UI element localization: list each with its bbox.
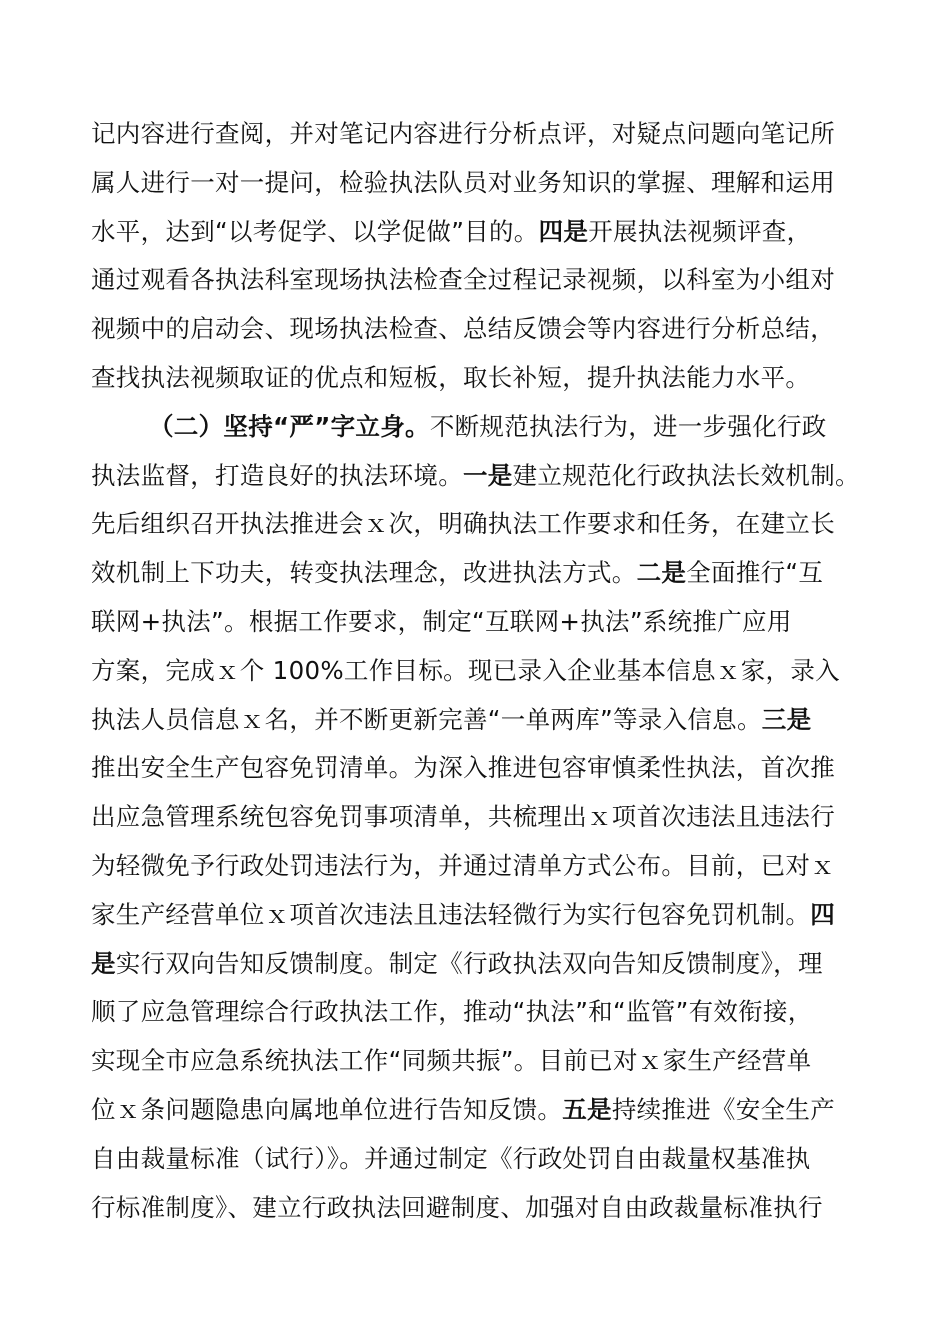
text-segment: 建立规范化行政执法长效机制。 <box>512 460 860 490</box>
text-segment: 效机制上下功夫，转变执法理念，改进执法方式。 <box>91 558 637 588</box>
bold-text-segment: 四 <box>810 899 836 929</box>
text-segment: 方案，完成ｘ个 100%工作目标。现已录入企业基本信息ｘ家，录入 <box>91 655 840 685</box>
text-segment: 查找执法视频取证的优点和短板，取长补短，提升执法能力水平。 <box>91 362 811 392</box>
text-segment: 为轻微免予行政处罚违法行为，并通过清单方式公布。目前，已对ｘ <box>91 850 835 880</box>
bold-text-segment: 五是 <box>562 1094 612 1124</box>
text-line <box>91 1037 861 1086</box>
text-segment: 出应急管理系统包容免罚事项清单，共梳理出ｘ项首次违法且违法行 <box>91 802 835 832</box>
text-segment: 属人进行一对一提问，检验执法队员对业务知识的掌握、理解和运用 <box>91 167 835 197</box>
text-segment: 水平，达到“以考促学、以学促做”目的。 <box>91 216 539 246</box>
bold-text-segment: 三是 <box>761 704 812 734</box>
text-line <box>91 549 861 598</box>
bold-text-segment: 一是 <box>463 460 513 490</box>
text-line <box>91 1086 861 1135</box>
text-line <box>91 598 861 647</box>
text-segment: 先后组织召开执法推进会ｘ次，明确执法工作要求和任务，在建立长 <box>91 509 835 539</box>
text-segment: 执法监督，打造良好的执法环境。 <box>91 460 463 490</box>
text-line <box>91 110 861 159</box>
text-line <box>91 159 861 208</box>
text-line <box>91 305 861 354</box>
text-segment: 位ｘ条问题隐患向属地单位进行告知反馈。 <box>91 1094 563 1124</box>
text-segment: 家生产经营单位ｘ项首次违法且违法轻微行为实行包容免罚机制。 <box>91 899 811 929</box>
text-segment: 实现全市应急系统执法工作“同频共振”。目前已对ｘ家生产经营单 <box>91 1046 812 1076</box>
bold-text-segment: 是 <box>91 948 116 978</box>
text-segment: 记内容进行查阅，并对笔记内容进行分析点评，对疑点问题向笔记所 <box>91 119 835 148</box>
text-segment: 通过观看各执法科室现场执法检查全过程记录视频，以科室为小组对 <box>91 265 835 295</box>
text-line <box>91 891 861 940</box>
text-segment: 行标准制度》、建立行政执法回避制度、加强对自由政裁量标准执行 <box>91 1192 823 1222</box>
text-segment: 视频中的启动会、现场执法检查、总结反馈会等内容进行分析总结， <box>91 314 835 344</box>
text-line <box>91 1184 861 1233</box>
text-segment: 推出安全生产包容免罚清单。为深入推进包容审慎柔性执法，首次推 <box>91 753 835 783</box>
text-segment: 实行双向告知反馈制度。制定《行政执法双向告知反馈制度》，理 <box>115 948 823 978</box>
text-segment: 开展执法视频评查， <box>588 216 812 246</box>
bold-text-segment: （二）坚持“严”字立身。 <box>149 411 430 441</box>
text-segment: 不断规范执法行为，进一步强化行政 <box>429 411 827 441</box>
text-segment: 全面推行“互 <box>686 558 824 588</box>
text-line <box>91 403 861 452</box>
text-segment: 执法人员信息ｘ名，并不断更新完善“一单两库”等录入信息。 <box>91 704 762 734</box>
text-line <box>91 354 861 403</box>
text-line <box>91 647 861 696</box>
text-line <box>91 452 861 501</box>
text-line <box>91 1135 861 1184</box>
text-segment: 顺了应急管理综合行政执法工作，推动“执法”和“监管”有效衔接， <box>91 997 813 1027</box>
text-line <box>91 793 861 842</box>
text-line <box>91 744 861 793</box>
text-line <box>91 842 861 891</box>
text-line <box>91 940 861 989</box>
bold-text-segment: 二是 <box>636 558 687 588</box>
text-segment: 联网+执法”。根据工作要求，制定“互联网+执法”系统推广应用 <box>91 606 792 636</box>
text-line <box>91 500 861 549</box>
text-line <box>91 256 861 305</box>
text-segment: 自由裁量标准（试行）》。并通过制定《行政处罚自由裁量权基准执 <box>91 1143 811 1173</box>
text-line <box>91 208 861 257</box>
text-segment: 持续推进《安全生产 <box>611 1094 836 1124</box>
body-text <box>91 110 861 1232</box>
text-line <box>91 696 861 745</box>
bold-text-segment: 四是 <box>538 216 589 246</box>
text-line <box>91 988 861 1037</box>
